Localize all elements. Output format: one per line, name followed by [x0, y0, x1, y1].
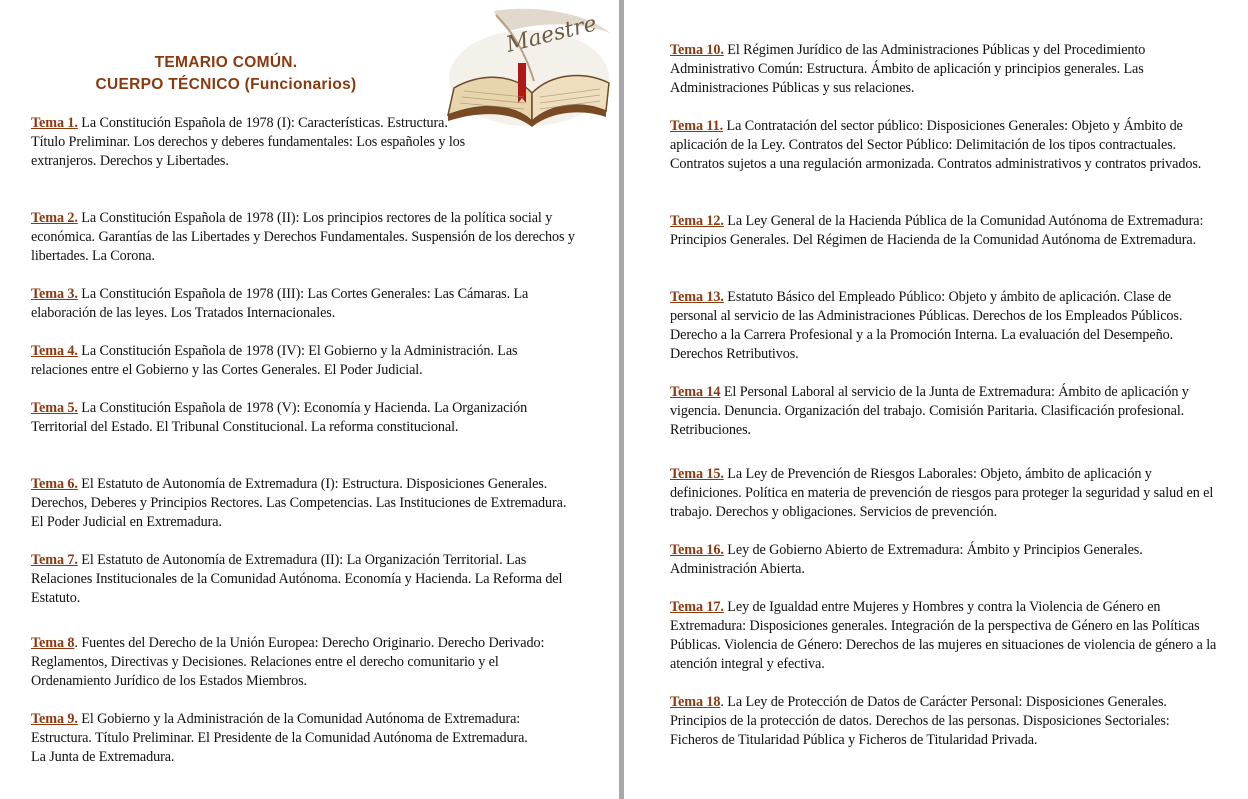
- tema-item: [670, 288, 1218, 364]
- title-line-1: TEMARIO COMÚN.: [154, 54, 298, 71]
- tema-label: Tema 12.: [670, 213, 724, 229]
- page-title: [31, 52, 421, 96]
- tema-label: Tema 11.: [670, 118, 724, 134]
- tema-item: [670, 212, 1218, 250]
- tema-item: [31, 475, 576, 532]
- tema-text: El Personal Laboral al servicio de la Junta de Extremadura: Ámbito de aplicación y vigencia. Denuncia. Organización del trabajo. Comisión Paritaria. Clasificación profesional. Retribuciones.: [670, 384, 1189, 438]
- tema-label: Tema 17.: [670, 599, 724, 615]
- tema-item: [31, 634, 566, 691]
- tema-text: Estatuto Básico del Empleado Público: Objeto y ámbito de aplicación. Clase de personal al servicio de las Administraciones Públicas. Derechos de los Empleados Públicos. Derecho a la Carrera Profesional y a la Promoción Interna. La evaluación del Desempeño. Derechos Retributivos.: [670, 289, 1183, 362]
- tema-label: Tema 8: [31, 635, 75, 651]
- tema-item: [670, 41, 1218, 98]
- tema-item: [31, 114, 471, 171]
- tema-item: [670, 465, 1218, 522]
- tema-label: Tema 5.: [31, 400, 78, 416]
- tema-text: El Estatuto de Autonomía de Extremadura (I): Estructura. Disposiciones Generales. Derechos, Deberes y Principios Rectores. Las Competencias. Las Instituciones de Extremadura. El Poder Judicial en Extremadura.: [31, 476, 567, 530]
- tema-label: Tema 15.: [670, 466, 724, 482]
- tema-text: . Fuentes del Derecho de la Unión Europea: Derecho Originario. Derecho Derivado: Reglamentos, Directivas y Decisiones. Relaciones entre el derecho comunitario y el Ordenamiento Jurídico de los Estados Miembros.: [31, 635, 545, 689]
- tema-label: Tema 10.: [670, 42, 724, 58]
- tema-text: La Constitución Española de 1978 (IV): El Gobierno y la Administración. Las relaciones entre el Gobierno y las Cortes Generales. El Poder Judicial.: [31, 343, 518, 378]
- tema-label: Tema 7.: [31, 552, 78, 568]
- tema-text: La Constitución Española de 1978 (III): Las Cortes Generales: Las Cámaras. La elaboración de las leyes. Los Tratados Internacionales.: [31, 286, 529, 321]
- logo-text: Maestre: [503, 11, 600, 58]
- tema-item: [31, 399, 531, 437]
- tema-text: El Estatuto de Autonomía de Extremadura (II): La Organización Territorial. Las Relaciones Institucionales de la Comunidad Autónoma. Economía y Hacienda. La Reforma del Estatuto.: [31, 552, 563, 606]
- tema-label: Tema 2.: [31, 210, 78, 226]
- tema-item: [670, 117, 1218, 174]
- tema-text: La Ley de Prevención de Riesgos Laborales: Objeto, ámbito de aplicación y definiciones. Política en materia de prevención de riesgos para proteger la seguridad y salud en el trabajo. Derechos y obligaciones. Servicios de prevención.: [670, 466, 1214, 520]
- tema-label: Tema 16.: [670, 542, 724, 558]
- tema-item: [670, 383, 1218, 440]
- tema-text: La Constitución Española de 1978 (I): Características. Estructura. Título Preliminar. Los derechos y deberes fundamentales: Los españoles y los extranjeros. Derechos y Libertades.: [31, 115, 466, 169]
- tema-label: Tema 3.: [31, 286, 78, 302]
- tema-text: El Régimen Jurídico de las Administraciones Públicas y del Procedimiento Administrativo Común: Estructura. Ámbito de aplicación y principios generales. Las Administraciones Públicas y sus relaciones.: [670, 42, 1146, 96]
- tema-text: La Ley General de la Hacienda Pública de la Comunidad Autónoma de Extremadura: Principios Generales. Del Régimen de Hacienda de la Comunidad Autónoma de Extremadura.: [670, 213, 1204, 248]
- column-divider: [619, 0, 624, 799]
- tema-text: El Gobierno y la Administración de la Comunidad Autónoma de Extremadura: Estructura. Título Preliminar. El Presidente de la Comunidad Autónoma de Extremadura. La Junta de Extremadura.: [31, 711, 528, 765]
- tema-label: Tema 1.: [31, 115, 78, 131]
- tema-text: Ley de Gobierno Abierto de Extremadura: Ámbito y Principios Generales. Administración Abierta.: [670, 542, 1143, 577]
- tema-label: Tema 13.: [670, 289, 724, 305]
- tema-text: La Constitución Española de 1978 (II): Los principios rectores de la política social y económica. Garantías de las Libertades y Derechos Fundamentales. Suspensión de los derechos y libertades. La Corona.: [31, 210, 575, 264]
- tema-text: La Constitución Española de 1978 (V): Economía y Hacienda. La Organización Territorial del Estado. El Tribunal Constitucional. La reforma constitucional.: [31, 400, 528, 435]
- tema-item: [31, 710, 531, 767]
- tema-item: [31, 342, 576, 380]
- tema-item: [670, 693, 1218, 750]
- tema-label: Tema 4.: [31, 343, 78, 359]
- tema-item: [31, 209, 576, 266]
- tema-text: La Contratación del sector público: Disposiciones Generales: Objeto y Ámbito de aplicación de la Ley. Contratos del Sector Público: Delimitación de los tipos contractuales. Contratos sujetos a una regulación armonizada. Contratos administrativos y contratos privados.: [670, 118, 1202, 172]
- tema-item: [670, 598, 1218, 674]
- tema-text: . La Ley de Protección de Datos de Carácter Personal: Disposiciones Generales. Principios de la protección de datos. Derechos de las personas. Disposiciones Sectoriales: Ficheros de Titularidad Pública y Ficheros de Titularidad Privada.: [670, 694, 1170, 748]
- tema-item: [31, 551, 576, 608]
- tema-item: [670, 541, 1218, 579]
- title-line-2: CUERPO TÉCNICO (Funcionarios): [95, 76, 357, 93]
- tema-label: Tema 9.: [31, 711, 78, 727]
- tema-label: Tema 14: [670, 384, 721, 400]
- tema-label: Tema 6.: [31, 476, 78, 492]
- tema-text: Ley de Igualdad entre Mujeres y Hombres y contra la Violencia de Género en Extremadura: Disposiciones generales. Integración de la perspectiva de Género en las Políticas Públicas. Violencia de Género: Derechos de las mujeres en situaciones de violencia de género a la atención integral y efectiva.: [670, 599, 1217, 672]
- tema-item: [31, 285, 531, 323]
- tema-label: Tema 18: [670, 694, 721, 710]
